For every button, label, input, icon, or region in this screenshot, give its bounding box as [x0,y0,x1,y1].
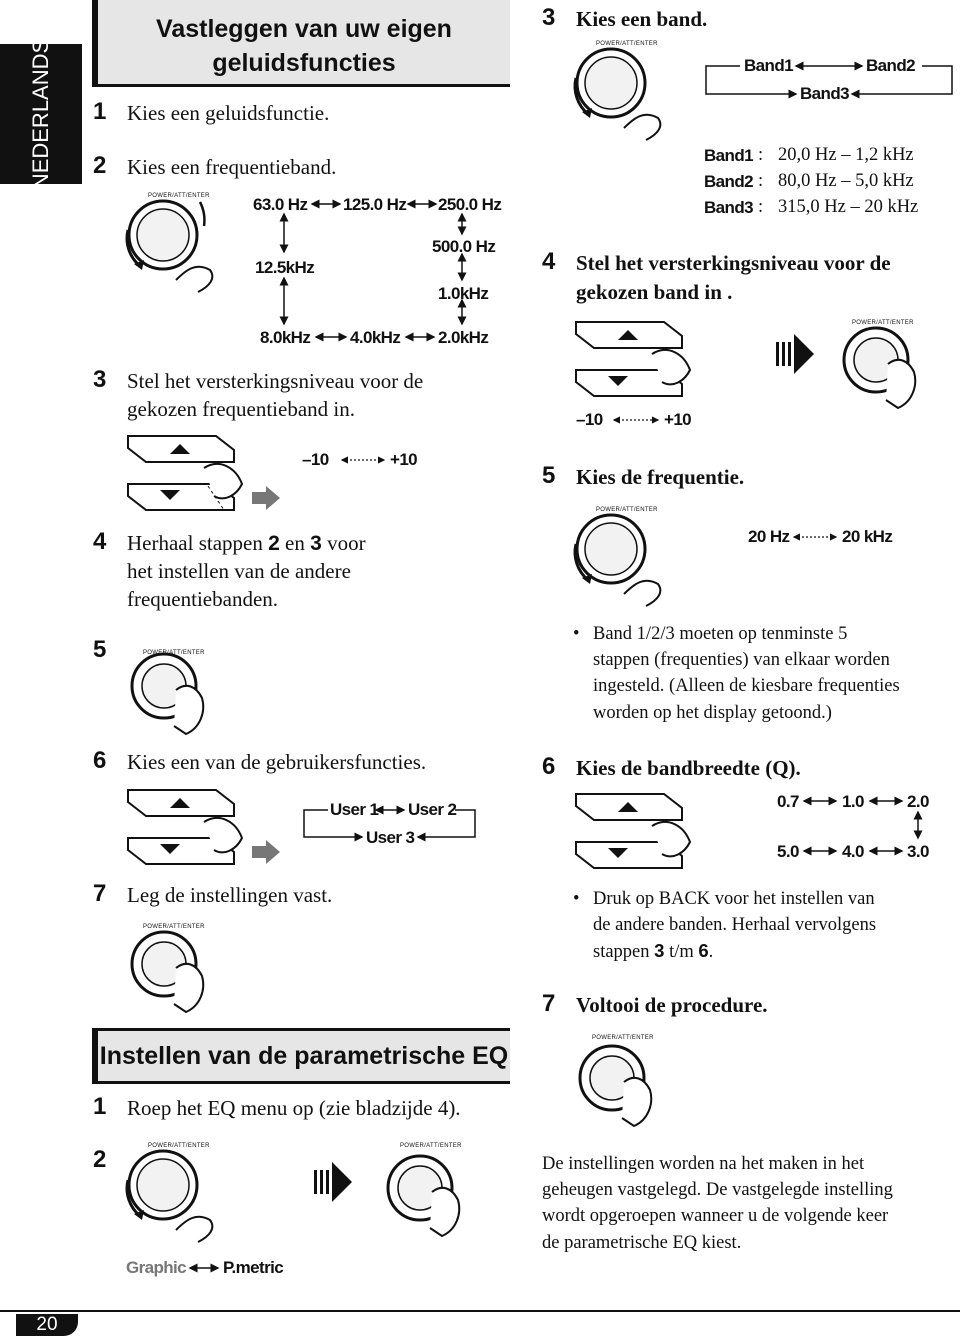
q-value: 2.0 [907,792,929,811]
step-text: Kies de frequentie. [576,465,745,489]
up-down-buttons-icon [572,790,732,870]
freq-min: 20 Hz [748,527,790,546]
eq-mode-pmetric: P.metric [223,1258,284,1277]
band-cycle-arrows-icon [700,56,960,100]
knob-label: POWER/ATT/ENTER [148,1143,210,1149]
band-range-sep: : [758,171,764,191]
step-text: het instellen van de andere [127,559,351,583]
knob-label: POWER/ATT/ENTER [148,193,210,199]
gain-max: +10 [390,450,418,469]
step-number: 4 [542,248,556,275]
freq-250: 250.0 Hz [438,195,502,214]
band-range-sep: : [758,197,764,217]
step-text: gekozen frequentieband in. [127,397,355,421]
freq-1k: 1.0kHz [438,284,489,303]
note-line: stappen 3 t/m 6. [593,940,714,962]
band-range-value: 20,0 Hz – 1,2 kHz [778,145,914,165]
band-range-name: Band3 [704,198,753,217]
freq-cycle-arrows-icon [240,190,510,350]
rotary-knob-icon [566,38,676,148]
final-line: de parametrische EQ kiest. [542,1233,742,1253]
step-number: 5 [93,636,107,663]
q-value: 1.0 [842,792,864,811]
q-value: 3.0 [907,842,929,861]
band-range-value: 315,0 Hz – 20 kHz [778,197,919,217]
knob-label: POWER/ATT/ENTER [592,1035,654,1041]
footer-rule [0,1310,960,1312]
section-header-parametric [92,1028,510,1084]
press-knob-icon [376,1138,486,1248]
band-3: Band3 [800,84,849,103]
gain-min: –10 [302,450,329,469]
step-number: 3 [93,366,107,393]
press-knob-icon [120,914,230,1024]
freq-range-arrow-icon [790,529,840,545]
band-2: Band2 [866,56,915,75]
step-number: 6 [542,753,556,780]
user-mode-1: User 1 [330,800,379,819]
gain-max: +10 [664,410,692,429]
knob-label: POWER/ATT/ENTER [143,650,205,656]
step-number: 2 [93,1146,107,1173]
note-line: de andere banden. Herhaal vervolgens [593,915,877,935]
step-text: Kies een band. [576,7,708,31]
language-tab [0,38,82,190]
final-line: geheugen vastgelegd. De vastgelegde instelling [542,1180,893,1200]
step-number: 6 [93,747,107,774]
step-text: Leg de instellingen vast. [127,883,333,907]
freq-125: 125.0 Hz [343,195,407,214]
knob-label: POWER/ATT/ENTER [852,320,914,326]
section-header-eigen [92,0,510,87]
step-text: frequentiebanden. [127,587,279,611]
q-cycle-arrows-icon [770,790,930,860]
language-tab-label: NEDERLANDS [28,38,53,190]
q-value: 0.7 [777,792,799,811]
knob-label: POWER/ATT/ENTER [400,1143,462,1149]
freq-8k: 8.0kHz [260,328,311,347]
rotary-knob-icon [118,1140,228,1250]
user-mode-3: User 3 [366,828,415,847]
step-number: 3 [542,4,556,31]
section-title-line2: geluidsfuncties [212,49,396,77]
note-line: • Band 1/2/3 moeten op tenminste 5 [593,621,847,648]
freq-63: 63.0 Hz [253,195,308,214]
q-value: 5.0 [777,842,799,861]
step-number: 4 [93,528,107,555]
step-text: Roep het EQ menu op (zie bladzijde 4). [127,1096,461,1120]
freq-12k5: 12.5kHz [255,258,315,277]
step-number: 5 [542,462,556,489]
step-number: 2 [93,152,107,179]
step-text: gekozen band in . [576,280,733,304]
band-range-name: Band1 [704,146,753,165]
gain-range-arrow-icon [338,452,388,468]
band-range-value: 80,0 Hz – 5,0 kHz [778,171,914,191]
note-line: ingesteld. (Alleen de kiesbare frequenties [593,676,900,696]
q-value: 4.0 [842,842,864,861]
step-number: 1 [93,98,107,125]
press-knob-icon [832,310,942,420]
final-line: De instellingen worden na het maken in het [542,1154,865,1174]
rotary-knob-icon [118,190,228,300]
user-mode-2: User 2 [408,800,457,819]
up-down-buttons-icon [572,318,732,398]
gain-min: –10 [576,410,603,429]
final-line: wordt opgeroepen wanneer u de volgende keer [542,1206,889,1226]
eq-mode-graphic: Graphic [126,1258,187,1277]
step-number: 7 [93,880,107,907]
note-line: • Druk op BACK voor het instellen van [593,886,875,913]
up-down-buttons-icon [124,432,284,512]
section-title-line1: Vastleggen van uw eigen [156,15,452,43]
step-number: 1 [93,1093,107,1120]
step-text: Kies een frequentieband. [127,155,337,179]
note-line: stappen (frequenties) van elkaar worden [593,650,890,670]
knob-label: POWER/ATT/ENTER [596,41,658,47]
page-number: 20 [16,1314,78,1336]
rotary-knob-icon [566,504,676,614]
section2-title: Instellen van de parametrische EQ [99,1042,509,1070]
eq-mode-arrow-icon [186,1260,222,1276]
note-line: worden op het display getoond.) [593,703,832,723]
step-number: 7 [542,990,556,1017]
knob-label: POWER/ATT/ENTER [596,507,658,513]
freq-4k: 4.0kHz [350,328,401,347]
freq-max: 20 kHz [842,527,893,546]
band-range-sep: : [758,145,764,165]
step-text: Kies een van de gebruikersfuncties. [127,750,427,774]
freq-500: 500.0 Hz [432,237,496,256]
band-1: Band1 [744,56,793,75]
knob-label: POWER/ATT/ENTER [143,924,205,930]
band-range-name: Band2 [704,172,753,191]
freq-2k: 2.0kHz [438,328,489,347]
press-knob-icon [568,1028,678,1138]
gain-range-arrow-icon [610,412,662,428]
step-text: Kies de bandbreedte (Q). [576,756,801,780]
user-cycle-arrows-icon [300,800,480,840]
up-down-buttons-icon [124,786,284,866]
step-text: Stel het versterkingsniveau voor de [576,251,891,275]
step-text: Voltooi de procedure. [576,993,768,1017]
step-text: Stel het versterkingsniveau voor de [127,369,424,393]
next-arrow-icon [776,332,816,376]
step-text: Herhaal stappen 2 en 3 voor [127,531,366,555]
step-text: Kies een geluidsfunctie. [127,101,330,125]
next-arrow-icon [314,1160,354,1204]
